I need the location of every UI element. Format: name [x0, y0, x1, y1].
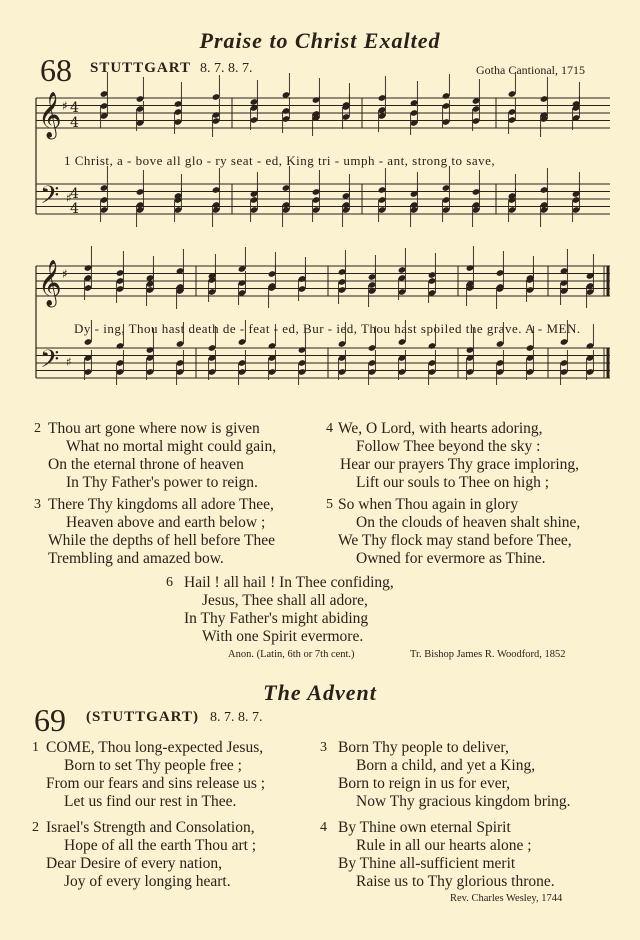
stanza-line: Thou art gone where now is given: [48, 420, 260, 437]
stanza-line: From our fears and sins release us ;: [46, 775, 266, 792]
key-sharp: ♯: [66, 355, 72, 369]
lyric-line-2: Dy - ing, Thou hast death de - feat - ed, Bur - ied, Thou hast spoiled the grave. A - MEN.: [74, 321, 581, 336]
stanza-line: Jesus, Thee shall all adore,: [202, 592, 368, 609]
key-sharp: ♯: [62, 267, 68, 281]
stanza-number: 3: [34, 497, 41, 512]
stanza-line: With one Spirit evermore.: [202, 628, 364, 645]
key-sharp: ♯: [62, 99, 68, 113]
stanza-line: There Thy kingdoms all adore Thee,: [48, 496, 274, 513]
stanza-line: In Thy Father's might abiding: [184, 610, 369, 627]
stanza-line: By Thine all-sufficient merit: [338, 855, 516, 872]
treble-clef: 𝄞: [38, 92, 62, 138]
hymn-68-tune-name: STUTTGART: [90, 60, 191, 76]
stanza-line: Hear our prayers Thy grace imploring,: [340, 456, 580, 473]
hymn-69-title: The Advent: [263, 680, 377, 705]
hymn-69-meter: 8. 7. 8. 7.: [210, 710, 263, 725]
time-signature: 4: [70, 115, 79, 131]
stanza-line: Born a child, and yet a King,: [356, 757, 536, 774]
hymn-69-author-credit: Rev. Charles Wesley, 1744: [450, 893, 563, 904]
stanza-line: Trembling and amazed bow.: [48, 550, 224, 567]
stanza-line: Born Thy people to deliver,: [338, 739, 509, 756]
stanza-3: [34, 496, 275, 568]
lyric-line-1: 1 Christ, a - bove all glo - ry seat - ed, King tri - umph - ant, strong to save,: [64, 153, 496, 168]
treble-clef: 𝄞: [38, 260, 62, 306]
stanza-line: Now Thy gracious kingdom bring.: [356, 793, 571, 810]
stanza-2: [32, 819, 257, 891]
stanza-line: Owned for evermore as Thine.: [356, 550, 546, 567]
stanza-line: Raise us to Thy glorious throne.: [356, 873, 555, 890]
stanza-6: [166, 574, 394, 646]
hymn-68-title: Praise to Christ Exalted: [199, 28, 441, 53]
stanza-line: What no mortal might could gain,: [66, 438, 277, 455]
stanza-1: [32, 739, 266, 811]
hymn-69-number: 69: [34, 702, 66, 738]
bass-clef: 𝄢: [40, 181, 60, 216]
time-signature: 4: [70, 201, 79, 217]
stanza-number: 2: [32, 820, 39, 835]
hymn-68-number: 68: [40, 52, 72, 88]
hymn-68-author-credit: Anon. (Latin, 6th or 7th cent.): [228, 649, 355, 660]
stanza-4: [326, 420, 580, 492]
stanza-number: 2: [34, 421, 41, 436]
stanza-5: [326, 496, 581, 568]
hymn-69-tune-name: (STUTTGART): [86, 709, 199, 725]
time-signature: 4: [70, 186, 79, 202]
stanza-3: [320, 739, 571, 811]
stanza-line: Hail ! all hail ! In Thee confiding,: [184, 574, 394, 591]
stanza-line: Dear Desire of every nation,: [46, 855, 223, 872]
stanza-number: 6: [166, 575, 173, 590]
music-score: [0, 0, 640, 400]
stanza-line: Rule in all our hearts alone ;: [356, 837, 532, 854]
hymn-68-translator-credit: Tr. Bishop James R. Woodford, 1852: [410, 649, 566, 660]
hymn-68-tune-source: Gotha Cantional, 1715: [476, 63, 585, 77]
stanza-line: Born to reign in us for ever,: [338, 775, 510, 792]
stanza-line: In Thy Father's power to reign.: [66, 474, 258, 491]
stanza-line: On the eternal throne of heaven: [48, 456, 244, 473]
stanza-line: Follow Thee beyond the sky :: [356, 438, 541, 455]
stanza-number: 5: [326, 497, 333, 512]
stanza-line: By Thine own eternal Spirit: [338, 819, 511, 836]
bass-clef: 𝄢: [40, 345, 60, 380]
stanza-line: Israel's Strength and Consolation,: [46, 819, 255, 836]
stanza-line: We Thy flock may stand before Thee,: [338, 532, 572, 549]
stanza-line: Let us find our rest in Thee.: [64, 793, 237, 810]
time-signature: 4: [70, 100, 79, 116]
stanza-line: Lift our souls to Thee on high ;: [356, 474, 550, 491]
stanza-line: We, O Lord, with hearts adoring,: [338, 420, 543, 437]
stanza-line: Hope of all the earth Thou art ;: [64, 837, 257, 854]
stanza-number: 4: [320, 820, 327, 835]
stanza-4: [320, 819, 555, 891]
stanza-line: On the clouds of heaven shalt shine,: [356, 514, 581, 531]
stanza-number: 4: [326, 421, 333, 436]
stanza-line: Heaven above and earth below ;: [66, 514, 266, 531]
stanza-line: So when Thou again in glory: [338, 496, 519, 513]
key-sharp: ♯: [66, 191, 72, 205]
stanza-number: 1: [32, 740, 39, 755]
hymn-68-meter: 8. 7. 8. 7.: [200, 61, 253, 76]
stanza-line: Joy of every longing heart.: [64, 873, 231, 890]
stanza-line: While the depths of hell before Thee: [48, 532, 275, 549]
stanza-number: 3: [320, 740, 327, 755]
stanza-line: COME, Thou long-expected Jesus,: [46, 739, 264, 756]
stanza-2: [34, 420, 277, 492]
stanza-line: Born to set Thy people free ;: [64, 757, 242, 774]
